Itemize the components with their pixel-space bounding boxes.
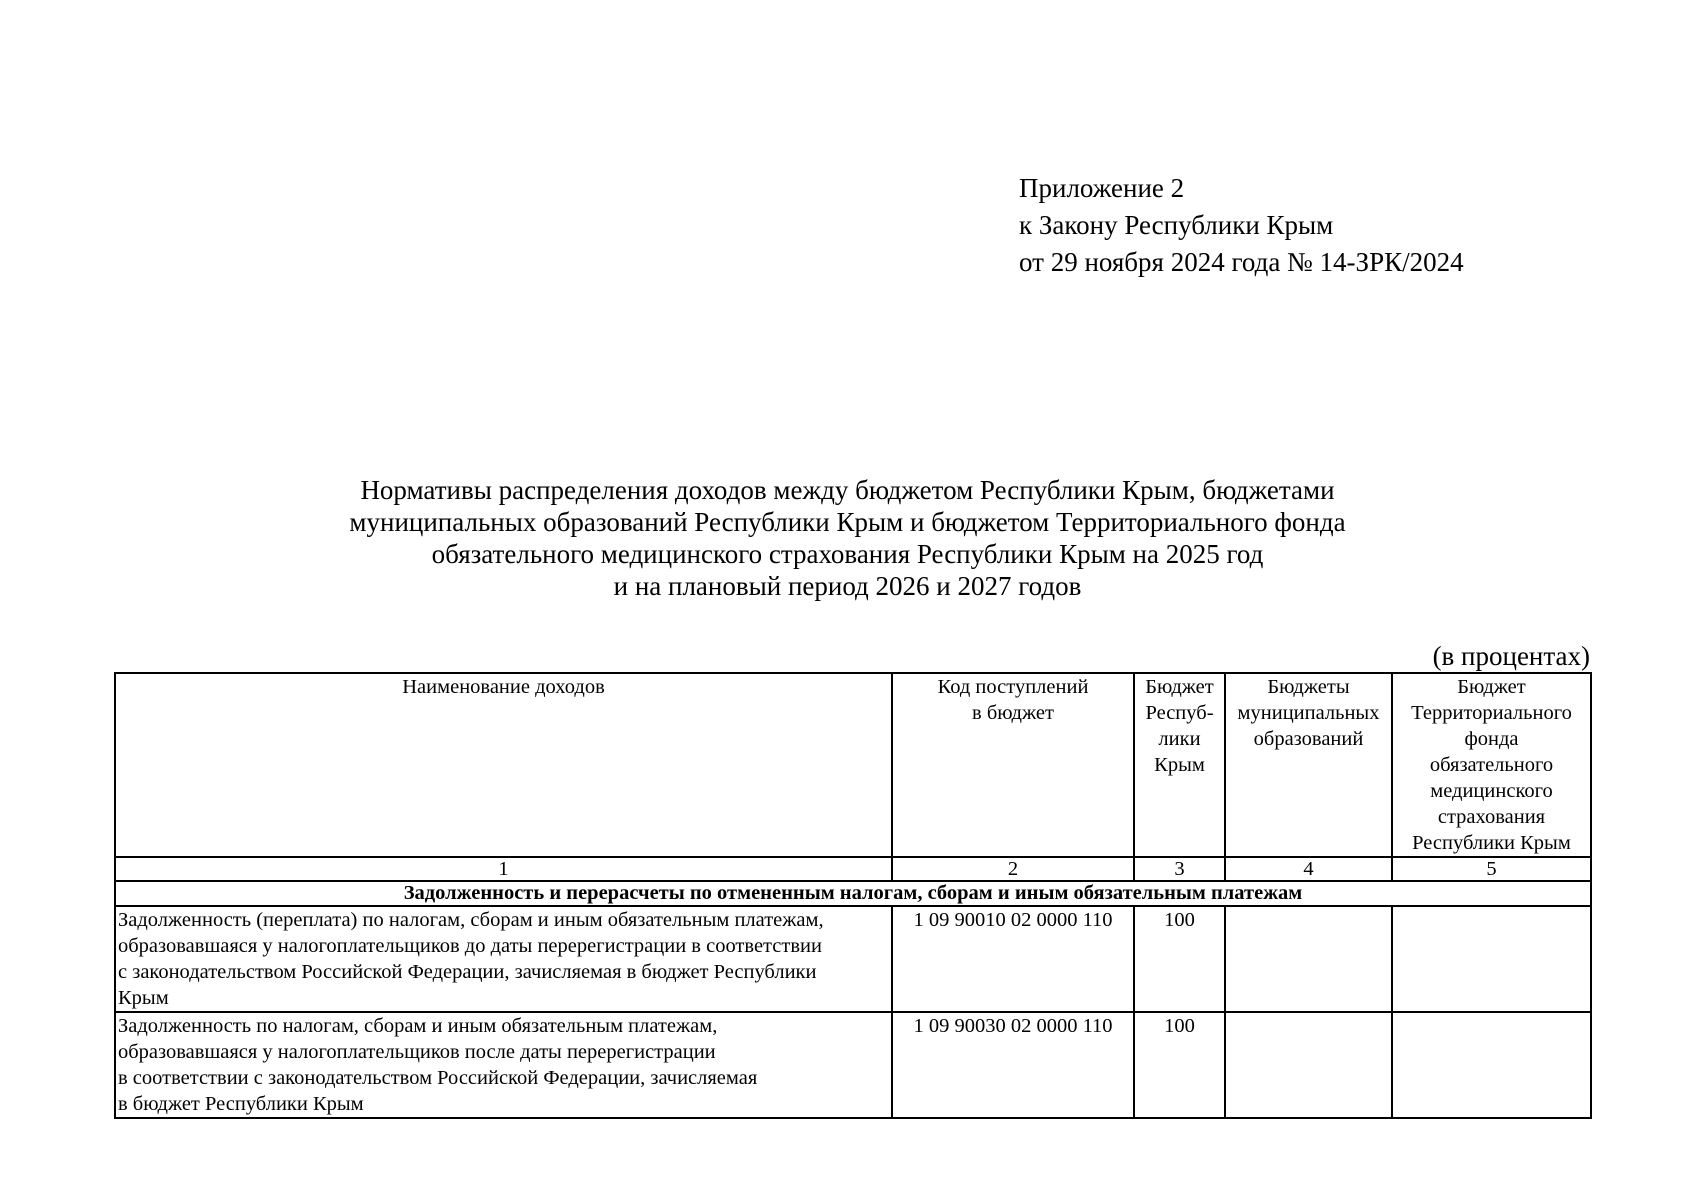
annex-line: от 29 ноября 2024 года № 14-ЗРК/2024 [1019,247,1464,277]
title-line: обязательного медицинского страхования Республики Крым на 2025 год [431,539,1264,569]
header-crimea-budget: Бюджет Респуб- лики Крым [1134,673,1225,857]
table-row [115,906,1591,1012]
table-header [114,672,1592,858]
header-income-name: Наименование доходов [115,673,892,857]
crimea-budget-cell: 100 [1134,906,1225,1012]
title-line: муниципальных образований Республики Крым и бюджетом Территориального фонда [349,507,1346,537]
title-line: и на плановый период 2026 и 2027 годов [613,571,1082,601]
column-number: 5 [1392,857,1591,881]
income-code-cell: 1 09 90030 02 0000 110 [892,1012,1134,1118]
column-number: 1 [115,857,892,881]
column-number: 2 [892,857,1134,881]
header-insurance-fund-budget: Бюджет Территориального фонда обязательного медицинского страхования Республики Крым [1392,673,1591,857]
table-body [114,856,1592,1119]
income-name-cell: Задолженность по налогам, сборам и иным обязательным платежам, образовавшаяся у налогоплательщиков после даты перерегистрации в соответствии с законодательством Российской Федерации, зачисляемая в бюджет Республики Крым [115,1012,892,1118]
municipal-budgets-cell [1225,906,1392,1012]
column-number: 4 [1225,857,1392,881]
units-note: (в процентах) [1432,641,1590,671]
document-title [240,474,1455,602]
insurance-fund-cell [1392,1012,1591,1118]
annex-reference [1019,170,1464,281]
crimea-budget-cell: 100 [1134,1012,1225,1118]
income-name-cell: Задолженность (переплата) по налогам, сборам и иным обязательным платежам, образовавшаяся у налогоплательщиков до даты перерегистрации в соответствии с законодательством Российской Федерации, зачисляемая в бюджет Республики Крым [115,906,892,1012]
municipal-budgets-cell [1225,1012,1392,1118]
table-row [115,1012,1591,1118]
column-number-row [115,857,1591,881]
insurance-fund-cell [1392,906,1591,1012]
header-income-code: Код поступлений в бюджет [892,673,1134,857]
annex-line: Приложение 2 [1019,173,1185,203]
header-municipal-budgets: Бюджеты муниципальных образований [1225,673,1392,857]
section-heading: Задолженность и перерасчеты по отмененным налогам, сборам и иным обязательным платежам [115,881,1591,906]
section-row [115,881,1591,906]
annex-line: к Закону Республики Крым [1019,210,1334,240]
income-code-cell: 1 09 90010 02 0000 110 [892,906,1134,1012]
title-line: Нормативы распределения доходов между бюджетом Республики Крым, бюджетами [360,475,1335,505]
column-number: 3 [1134,857,1225,881]
